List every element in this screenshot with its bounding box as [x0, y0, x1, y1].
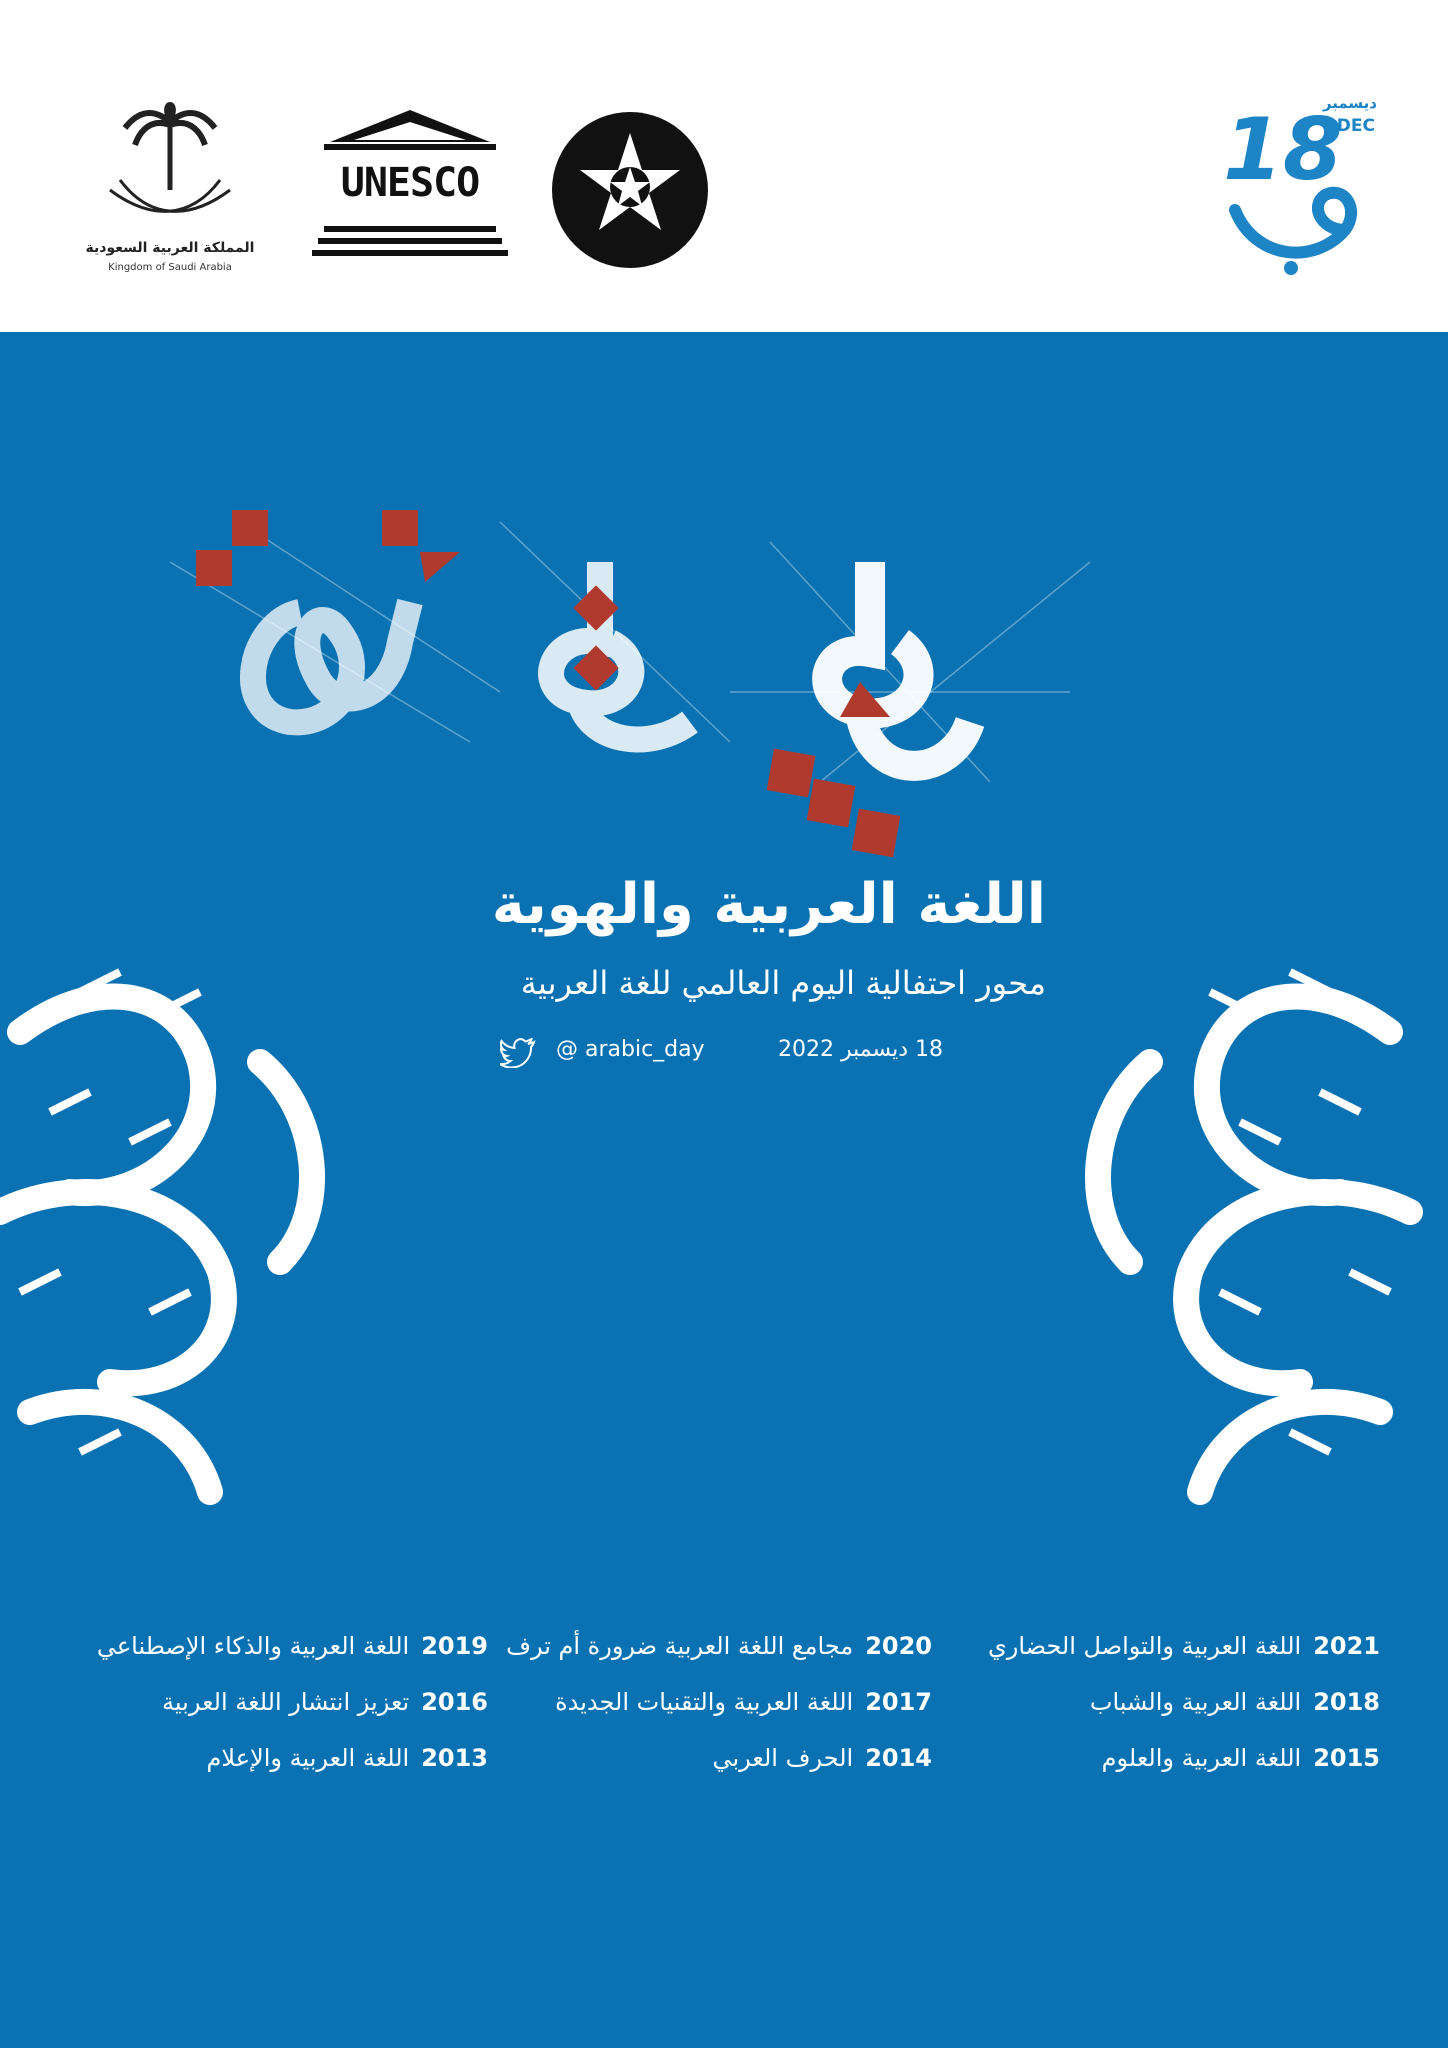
theme-label: اللغة العربية والذكاء الإصطناعي — [96, 1632, 410, 1660]
theme-item — [97, 1632, 488, 1660]
page-subtitle: محور احتفالية اليوم العالمي للغة العربية — [520, 964, 1046, 1002]
main-poster-area — [0, 332, 1448, 2048]
event-date: 18 ديسمبر 2022 — [777, 1037, 943, 1062]
theme-year: 2014 — [865, 1744, 932, 1772]
star-badge-icon — [545, 105, 715, 275]
month-arabic: ديسمبر — [1322, 94, 1377, 112]
theme-label: الحرف العربي — [712, 1744, 854, 1772]
arabic-day-badge-logo — [545, 105, 715, 275]
theme-year: 2016 — [421, 1688, 488, 1716]
theme-label: تعزيز انتشار اللغة العربية — [162, 1688, 410, 1716]
theme-item — [1090, 1688, 1380, 1716]
unesco-wordmark: UNESCO — [340, 160, 480, 206]
theme-label: اللغة العربية والتواصل الحضاري — [987, 1632, 1302, 1660]
theme-item — [712, 1744, 932, 1772]
theme-item — [1102, 1744, 1380, 1772]
theme-year: 2013 — [421, 1744, 488, 1772]
theme-item — [506, 1632, 932, 1660]
theme-item — [988, 1632, 1380, 1660]
dad-letter-icon — [1195, 90, 1385, 280]
right-calligraphy-decoration — [1030, 912, 1448, 1532]
theme-label: اللغة العربية والتقنيات الجديدة — [555, 1688, 854, 1716]
theme-label: اللغة العربية والإعلام — [206, 1744, 410, 1772]
calligraphy-letters-illustration — [170, 482, 1170, 872]
theme-year: 2018 — [1313, 1688, 1380, 1716]
day-number: 18 — [1223, 100, 1343, 200]
theme-label: اللغة العربية والشباب — [1089, 1688, 1302, 1716]
palm-swords-icon — [80, 100, 260, 235]
left-calligraphy-decoration — [0, 912, 380, 1532]
theme-year: 2020 — [865, 1632, 932, 1660]
theme-year: 2019 — [421, 1632, 488, 1660]
theme-year: 2017 — [865, 1688, 932, 1716]
theme-item — [207, 1744, 488, 1772]
annual-themes-list — [60, 1632, 1380, 1832]
theme-year: 2015 — [1313, 1744, 1380, 1772]
month-english: DEC — [1336, 116, 1375, 136]
ksa-name-english: Kingdom of Saudi Arabia — [108, 262, 232, 273]
unesco-logo — [310, 108, 510, 273]
theme-label: مجامع اللغة العربية ضرورة أم ترف — [506, 1632, 854, 1660]
saudi-arabia-logo — [80, 100, 260, 290]
theme-year: 2021 — [1313, 1632, 1380, 1660]
theme-item — [555, 1688, 932, 1716]
ksa-name-arabic: المملكة العربية السعودية — [85, 240, 255, 256]
theme-item — [162, 1688, 488, 1716]
twitter-handle: @ arabic_day — [556, 1037, 705, 1062]
header-band — [0, 0, 1448, 332]
page-title: اللغة العربية والهوية — [491, 872, 1046, 937]
twitter-bird-icon — [500, 1038, 536, 1068]
december-18-logo — [1195, 90, 1385, 280]
theme-label: اللغة العربية والعلوم — [1101, 1744, 1302, 1772]
